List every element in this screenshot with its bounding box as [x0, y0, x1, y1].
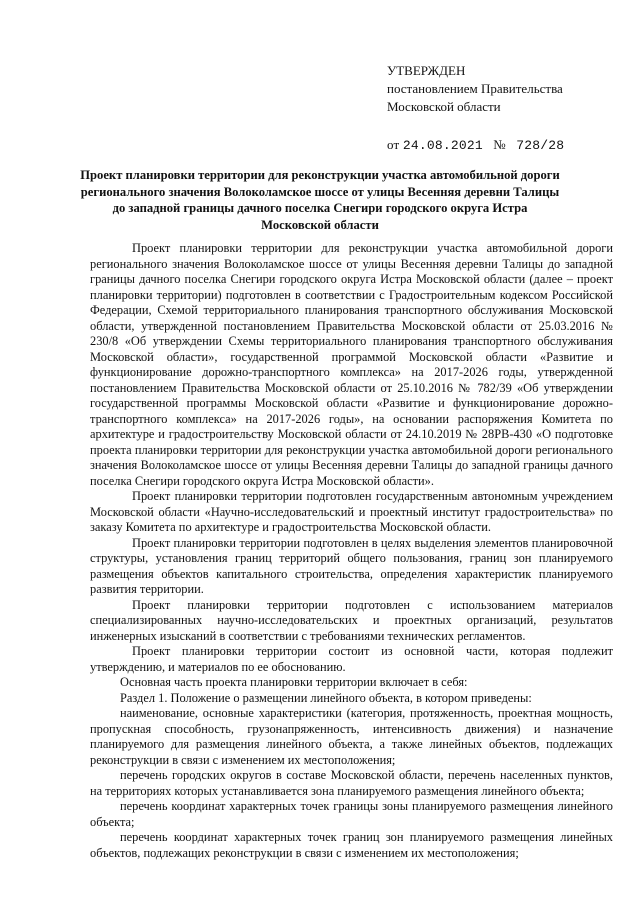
approval-authority: постановлением Правительства	[387, 81, 563, 96]
paragraph: Проект планировки территории подготовлен государственным автономным учреждением Московской области «Научно-исследовательский и проектный институт градостроительства» по заказу Комитета по архитектуре и градостроительства Московской области.	[90, 489, 613, 534]
paragraph: Основная часть проекта планировки территории включает в себя:	[120, 675, 468, 689]
document-body	[90, 241, 613, 861]
document-title: Проект планировки территории для реконструкции участка автомобильной дороги регионального значения Волоколамское шоссе от улицы Весенняя деревни Талицы до западной границы дачного поселка Снегири городского округа Истра Московской области	[80, 168, 560, 232]
approval-number-sign: №	[493, 137, 506, 152]
list-item: перечень координат характерных точек границы зоны планируемого размещения линейного объекта;	[90, 799, 613, 829]
approval-heading: УТВЕРЖДЕН	[387, 63, 466, 78]
approval-date-number	[387, 136, 564, 155]
approval-stamp	[387, 62, 564, 155]
paragraph: Раздел 1. Положение о размещении линейного объекта, в котором приведены:	[120, 690, 532, 705]
paragraph: Проект планировки территории подготовлен с использованием материалов специализированных научно-исследовательских и проектных организаций, результатов инженерных изысканий в соответствии с требованиями технических регламентов.	[90, 597, 613, 643]
list-item: наименование, основные характеристики (категория, протяженность, проектная мощность, пропускная способность, грузонапряженность, интенсивность движения) и назначение планируемого для размещения линейного объекта, а также линейных объектов, подлежащих реконструкции в связи с изменением их местоположения;	[90, 706, 613, 767]
list-item: перечень городских округов в составе Московской области, перечень населенных пунктов, на территориях которых устанавливается зона планируемого размещения линейного объекта;	[90, 768, 613, 798]
paragraph: Проект планировки территории состоит из основной части, которая подлежит утверждению, и материалов по ее обоснованию.	[90, 644, 613, 674]
list-item: перечень координат характерных точек границ зон планируемого размещения линейных объектов, подлежащих реконструкции в связи с изменением их местоположения;	[90, 830, 613, 860]
approval-date-prefix: от	[387, 137, 400, 152]
approval-date: 24.08.2021	[402, 138, 483, 153]
paragraph: Проект планировки территории для реконструкции участка автомобильной дороги регионального значения Волоколамское шоссе от улицы Весенняя деревни Талицы до западной границы дачного поселка Снегири городского округа Истра Московской области (далее – проект планировки территории) подготовлен в соответствии с Градостроительным кодексом Российской Федерации, Схемой территориального планирования транспортного обслуживания Московской области, утвержденной постановлением Правительства Московской области от 25.03.2016 № 230/8 «Об утверждении Схемы территориального планирования транспортного обслуживания Московской области», государственной программой Московской области «Развитие и функционирование дорожно-транспортного комплекса» на 2017-2026 годы, утвержденной постановлением Правительства Московской области от 25.10.2016 № 782/39 «Об утверждении государственной программы Московской области «Развитие и функционирование дорожно-транспортного комплекса» на 2017-2026 годы», на основании распоряжения Комитета по архитектуре и градостроительству Московской области от 24.10.2019 № 28РВ-430 «О подготовке проекта планировки территории для реконструкции участка автомобильной дороги регионального значения Волоколамское шоссе от улицы Весенняя деревни Талицы до западной границы дачного поселка Снегири городского округа Истра Московской области».	[90, 241, 613, 488]
approval-number: 728/28	[516, 138, 565, 153]
paragraph: Проект планировки территории подготовлен в целях выделения элементов планировочной структуры, установления границ территорий общего пользования, границ зон планируемого размещения объектов капитального строительства, определения характеристик планируемого развития территории.	[90, 535, 613, 596]
approval-region: Московской области	[387, 99, 501, 114]
